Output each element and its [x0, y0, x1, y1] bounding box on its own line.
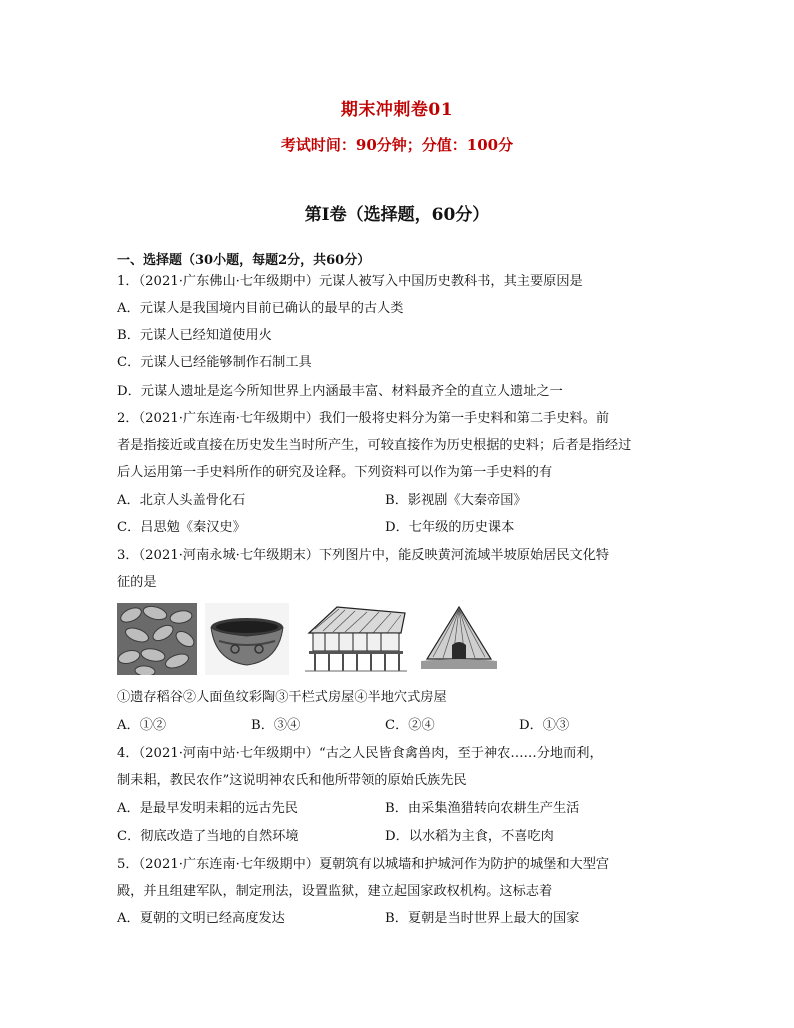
- semi-subterranean-hut-image: [419, 603, 499, 675]
- q5-option-a: A．夏朝的文明已经高度发达: [117, 911, 285, 926]
- q3-option-d: D．①③: [519, 718, 570, 733]
- q4-option-b: B．由采集渔猎转向农耕生产生活: [385, 801, 580, 816]
- rice-grains-image: [117, 603, 197, 675]
- q5-stem-line2: 殿，并且组建军队，制定刑法，设置监狱，建立起国家政权机构。这标志着: [117, 884, 553, 899]
- q2-stem-line3: 后人运用第一手史料所作的研究及诠释。下列资料可以作为第一手史料的有: [117, 465, 553, 480]
- q4-option-a: A．是最早发明耒耜的远古先民: [117, 801, 298, 816]
- q3-option-a: A．①②: [117, 718, 167, 733]
- q1-option-a: A．元谋人是我国境内目前已确认的最早的古人类: [117, 301, 404, 316]
- q3-caption: ①遗存稻谷②人面鱼纹彩陶③干栏式房屋④半地穴式房屋: [117, 690, 447, 705]
- q3-option-c: C．②④: [385, 718, 435, 733]
- exam-title: 期末冲刺卷01: [340, 100, 454, 120]
- q4-option-c: C．彻底改造了当地的自然环境: [117, 829, 299, 844]
- q1-option-d: D．元谋人遗址是迄今所知世界上内涵最丰富、材料最齐全的直立人遗址之一: [117, 384, 563, 399]
- q2-stem-line2: 者是指接近或直接在历史发生当时所产生，可较直接作为历史根据的史料；后者是指经过: [117, 438, 632, 453]
- section-heading: 一、选择题（30小题，每题2分，共60分）: [117, 253, 371, 268]
- q3-option-b: B．③④: [251, 718, 301, 733]
- q4-stem-line1: 4．（2021·河南中站·七年级期中）“古之人民皆食禽兽肉，至于神农……分地而利，: [117, 746, 603, 761]
- q2-stem-line1: 2．（2021·广东连南·七年级期中）我们一般将史料分为第一手史料和第二手史料。前: [117, 411, 610, 426]
- pottery-bowl-image: [205, 603, 289, 675]
- q3-stem-line1: 3．（2021·河南永城·七年级期末）下列图片中，能反映黄河流域半坡原始居民文化特: [117, 548, 610, 563]
- q3-stem-line2: 征的是: [117, 575, 157, 590]
- q4-option-d: D．以水稻为主食，不喜吃肉: [385, 829, 554, 844]
- q5-option-b: B．夏朝是当时世界上最大的国家: [385, 911, 580, 926]
- q1-stem: 1．（2021·广东佛山·七年级期中）元谋人被写入中国历史教科书，其主要原因是: [117, 274, 583, 289]
- q5-stem-line1: 5．（2021·广东连南·七年级期中）夏朝筑有以城墙和护城河作为防护的城堡和大型宫: [117, 857, 610, 872]
- stilt-house-image: [301, 603, 411, 675]
- q3-image-row: [117, 603, 417, 675]
- q4-stem-line2: 制耒耜，教民农作”这说明神农氏和他所带领的原始氏族先民: [117, 773, 467, 788]
- exam-time-score: 考试时间：90分钟；分值：100分: [280, 136, 514, 154]
- q2-option-a: A．北京人头盖骨化石: [117, 493, 246, 508]
- q1-option-c: C．元谋人已经能够制作石制工具: [117, 355, 312, 370]
- q2-option-b: B．影视剧《大秦帝国》: [385, 493, 527, 508]
- q2-option-c: C．吕思勉《秦汉史》: [117, 520, 246, 535]
- q1-option-b: B．元谋人已经知道使用火: [117, 328, 272, 343]
- part-heading: 第I卷（选择题，60分）: [304, 205, 490, 225]
- q2-option-d: D．七年级的历史课本: [385, 520, 515, 535]
